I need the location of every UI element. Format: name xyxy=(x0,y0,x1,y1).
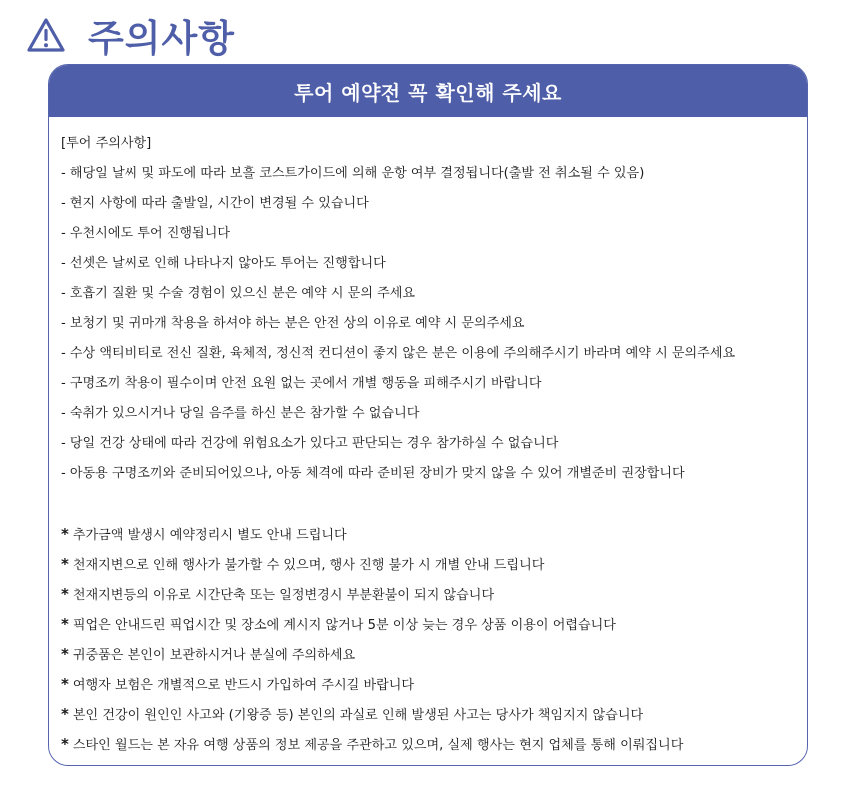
notice-item: - 현지 사항에 따라 출발일, 시간이 변경될 수 있습니다 xyxy=(61,196,369,211)
star-notice-text: 귀중품은 본인이 보관하시거나 분실에 주의하세요 xyxy=(72,648,356,663)
page-title: 주의사항 xyxy=(88,17,235,60)
star-notice-text: 픽업은 안내드린 픽업시간 및 장소에 계시지 않거나 5분 이상 늦는 경우 상품 이용이 어렵습니다 xyxy=(72,618,616,633)
star-notice-item xyxy=(61,549,807,579)
star-notice-text: 본인 건강이 원인인 사고와 (기왕증 등) 본인의 과실로 인해 발생된 사고는 당사가 책임지지 않습니다 xyxy=(72,708,644,723)
star-notice-text: 천재지변등의 이유로 시간단축 또는 일정변경시 부분환불이 되지 않습니다 xyxy=(72,588,495,603)
star-notice-list xyxy=(61,519,807,759)
notice-item: - 호흡기 질환 및 수술 경험이 있으신 분은 예약 시 문의 주세요 xyxy=(61,286,416,301)
notice-item: - 선셋은 날씨로 인해 나타나지 않아도 투어는 진행합니다 xyxy=(61,256,386,271)
notice-item: - 해당일 날씨 및 파도에 따라 보흘 코스트가이드에 의해 운항 여부 결정됩니다(출발 전 취소될 수 있음) xyxy=(61,166,645,181)
warning-triangle-icon xyxy=(26,17,66,53)
section-heading xyxy=(26,10,235,60)
asterisk-marker: * xyxy=(61,615,69,633)
notice-item: - 구명조끼 착용이 필수이며 안전 요원 없는 곳에서 개별 행동을 피해주시기 바랍니다 xyxy=(61,376,542,391)
notice-panel xyxy=(48,64,808,766)
star-notice-item xyxy=(61,729,807,759)
star-notice-item xyxy=(61,609,807,639)
spacer xyxy=(61,489,807,519)
asterisk-marker: * xyxy=(61,645,69,663)
star-notice-text: 스타인 월드는 본 자유 여행 상품의 정보 제공을 주관하고 있으며, 실제 행사는 현지 업체를 통해 이뤄집니다 xyxy=(72,738,684,753)
asterisk-marker: * xyxy=(61,555,69,573)
star-notice-item xyxy=(61,519,807,549)
notice-item: - 우천시에도 투어 진행됩니다 xyxy=(61,226,230,241)
star-notice-text: 추가금액 발생시 예약정리시 별도 안내 드립니다 xyxy=(72,528,347,543)
notice-banner: 투어 예약전 꼭 확인해 주세요 xyxy=(49,65,807,117)
notice-body xyxy=(49,117,807,759)
star-notice-text: 여행자 보험은 개별적으로 반드시 가입하여 주시길 바랍니다 xyxy=(72,678,415,693)
notice-item: - 수상 액티비티로 전신 질환, 육체적, 정신적 컨디션이 좋지 않은 분은 이용에 주의해주시기 바라며 예약 시 문의주세요 xyxy=(61,346,736,361)
star-notice-item xyxy=(61,579,807,609)
asterisk-marker: * xyxy=(61,705,69,723)
notice-item: - 아동용 구명조끼와 준비되어있으나, 아동 체격에 따라 준비된 장비가 맞지 않을 수 있어 개별준비 권장합니다 xyxy=(61,466,685,481)
notice-item: - 당일 건강 상태에 따라 건강에 위험요소가 있다고 판단되는 경우 참가하실 수 없습니다 xyxy=(61,436,559,451)
asterisk-marker: * xyxy=(61,735,69,753)
notice-list xyxy=(61,159,807,489)
asterisk-marker: * xyxy=(61,585,69,603)
star-notice-item xyxy=(61,639,807,669)
star-notice-text: 천재지변으로 인해 행사가 불가할 수 있으며, 행사 진행 불가 시 개별 안내 드립니다 xyxy=(72,558,545,573)
notice-section-title: [투어 주의사항] xyxy=(61,136,152,151)
star-notice-item xyxy=(61,699,807,729)
asterisk-marker: * xyxy=(61,525,69,543)
notice-item: - 숙취가 있으시거나 당일 음주를 하신 분은 참가할 수 없습니다 xyxy=(61,406,420,421)
star-notice-item xyxy=(61,669,807,699)
notice-item: - 보청기 및 귀마개 착용을 하셔야 하는 분은 안전 상의 이유로 예약 시 문의주세요 xyxy=(61,316,525,331)
asterisk-marker: * xyxy=(61,675,69,693)
